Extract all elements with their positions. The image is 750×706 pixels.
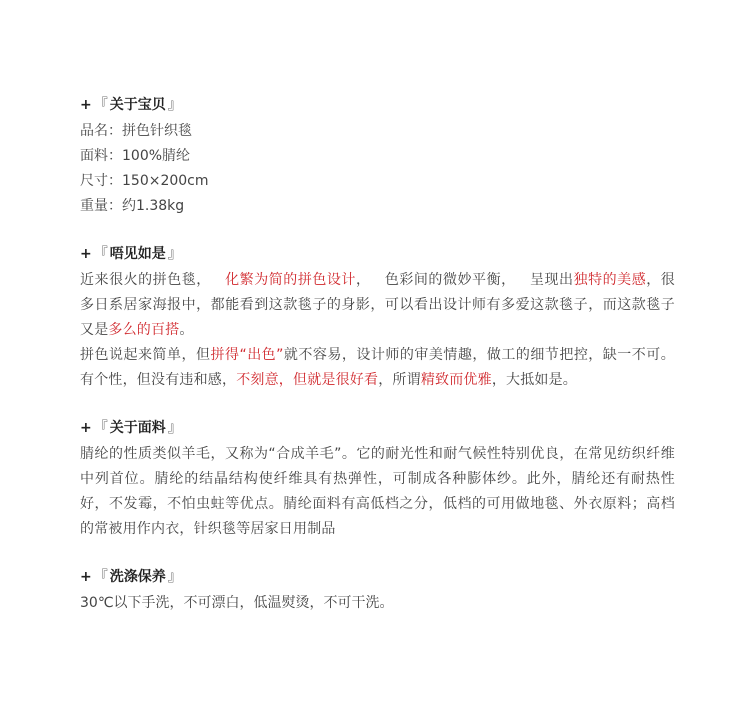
spec-size: 尺寸：150×200cm <box>80 173 209 189</box>
highlight-text: 多么的百搭 <box>108 322 180 338</box>
text-run: 就不容易，设计师的审美情趣，做工的细节把控，缺一不可。有个性，但没有违和感， <box>80 347 675 388</box>
text-run: ，所谓 <box>378 372 421 388</box>
section-care <box>80 566 675 616</box>
open-bracket: 『 <box>93 246 108 262</box>
plus-icon: + <box>80 97 92 113</box>
heading-title: 关于面料 <box>109 420 166 436</box>
product-description <box>80 94 675 640</box>
highlight-text: 精致而优雅 <box>420 372 492 388</box>
highlight-text: 独特的美感 <box>573 272 647 288</box>
section-heading <box>80 243 675 265</box>
close-bracket: 』 <box>167 97 182 113</box>
heading-title: 关于宝贝 <box>109 97 166 113</box>
highlight-text: 拼得“出色” <box>210 347 284 363</box>
highlight-text: 不刻意，但就是很好看 <box>236 372 379 388</box>
section-heading <box>80 94 675 116</box>
plus-icon: + <box>80 420 92 436</box>
plus-icon: + <box>80 246 92 262</box>
text-run: 。 <box>179 322 194 338</box>
impression-paragraph-1 <box>80 268 675 343</box>
section-about-product <box>80 94 675 219</box>
highlight-text: 化繁为简的拼色设计 <box>224 272 356 288</box>
spec-name: 品名：拼色针织毯 <box>80 123 192 139</box>
open-bracket: 『 <box>93 97 108 113</box>
section-heading <box>80 566 675 588</box>
close-bracket: 』 <box>167 246 182 262</box>
close-bracket: 』 <box>167 569 182 585</box>
section-impression <box>80 243 675 393</box>
text-run: ， <box>355 272 371 288</box>
text-run: 拼色说起来简单，但 <box>80 347 211 363</box>
text-run: ，很多日系居家海报中，都能看到这款毯子的身影，可以看出设计师有多爱这款毯子，而这款毯子又是 <box>80 272 675 338</box>
impression-paragraph-2 <box>80 343 675 393</box>
spec-weight: 重量：约1.38kg <box>80 198 185 214</box>
care-instructions: 30℃以下手洗，不可漂白，低温熨烫，不可干洗。 <box>80 595 394 611</box>
fabric-paragraph: 腈纶的性质类似羊毛，又称为“合成羊毛”。它的耐光性和耐气候性特别优良，在常见纺织纤维中列首位。腈纶的结晶结构使纤维具有热弹性，可制成各种膨体纱。此外，腈纶还有耐热性好，不发霉，不怕虫蛀等优点。腈纶面料有高低档之分，低档的可用做地毯、外衣原料；高档的常被用作内衣，针织毯等居家日用制品 <box>80 446 675 537</box>
text-run: 近来很火的拼色毯， <box>80 272 211 288</box>
open-bracket: 『 <box>93 569 108 585</box>
section-heading <box>80 417 675 439</box>
text-run: 呈现出 <box>529 272 574 288</box>
heading-title: 洗涤保养 <box>109 569 166 585</box>
close-bracket: 』 <box>167 420 182 436</box>
spec-fabric: 面料：100%腈纶 <box>80 148 191 164</box>
open-bracket: 『 <box>93 420 108 436</box>
heading-title: 唔见如是 <box>109 246 166 262</box>
text-run: ，大抵如是。 <box>491 372 578 388</box>
section-about-fabric <box>80 417 675 542</box>
text-run: 色彩间的微妙平衡， <box>384 272 516 288</box>
plus-icon: + <box>80 569 92 585</box>
